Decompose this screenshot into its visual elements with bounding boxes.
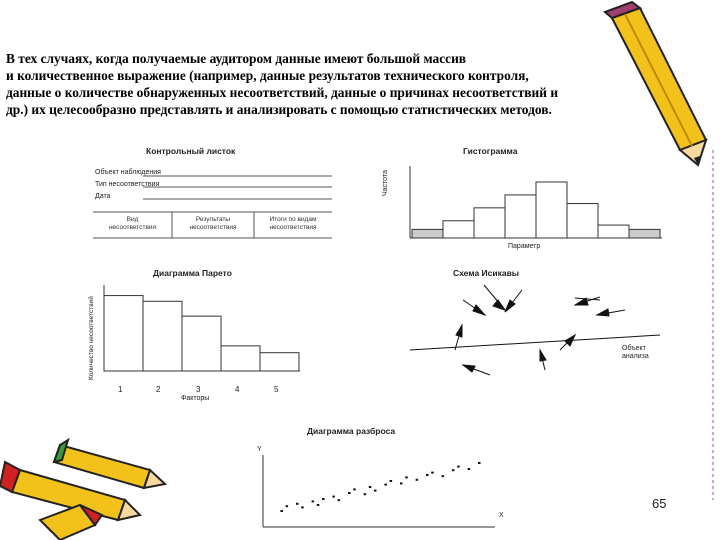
checklist-col-1-line-2: несоответствия bbox=[108, 224, 157, 231]
pareto-tick-4: 4 bbox=[235, 385, 240, 394]
scatter-point bbox=[442, 475, 445, 477]
checklist-row-3: Дата bbox=[95, 193, 111, 200]
checklist-row-1: Объект наблюдения bbox=[95, 169, 161, 176]
scatter-point bbox=[338, 499, 341, 501]
pareto-title: Диаграмма Парето bbox=[153, 268, 232, 278]
scatter-title: Диаграмма разброса bbox=[307, 426, 396, 436]
ishikawa-diagram bbox=[410, 285, 660, 375]
scatter-point bbox=[452, 469, 455, 471]
paragraph-line-1: В тех случаях, когда получаемые аудитором данные имеют большой массив bbox=[6, 51, 467, 66]
histogram-bar bbox=[474, 208, 505, 238]
scatter-point bbox=[296, 503, 299, 505]
scatter-point bbox=[322, 498, 325, 500]
page-number: 65 bbox=[652, 496, 667, 511]
checklist-col-3-line-2: несоответствия bbox=[269, 224, 317, 231]
pareto-bar bbox=[260, 353, 299, 371]
ishikawa-title: Схема Исикавы bbox=[453, 268, 520, 278]
scatter-point bbox=[353, 488, 356, 490]
scatter-point bbox=[478, 462, 481, 464]
scatter-point bbox=[390, 480, 393, 482]
paragraph-line-3: данные о количестве обнаруженных несоответствий, данные о причинах несоответствий и bbox=[6, 85, 559, 100]
paragraph-line-2: и количественное выражение (например, данные результатов технического контроля, bbox=[6, 68, 529, 83]
scatter-point bbox=[431, 472, 434, 474]
checklist-col-2-line-1: Результаты bbox=[195, 216, 231, 223]
checklist-col-3 bbox=[254, 216, 332, 232]
scatter-point bbox=[426, 474, 429, 476]
scatter-point bbox=[384, 484, 387, 486]
scatter-point bbox=[405, 476, 408, 478]
pareto-bar bbox=[182, 316, 221, 371]
scatter-point bbox=[468, 468, 471, 470]
scatter-point bbox=[364, 493, 367, 495]
histogram-title: Гистограмма bbox=[463, 146, 518, 156]
histogram-bar bbox=[536, 182, 567, 238]
histogram-bar bbox=[629, 229, 660, 238]
pareto-bar bbox=[221, 346, 260, 371]
ishikawa-object-line-2: анализа bbox=[622, 353, 649, 360]
ishikawa-object-line-1: Объект bbox=[622, 345, 646, 352]
scatter-point bbox=[374, 490, 377, 492]
pareto-xlabel: Факторы bbox=[181, 395, 210, 402]
scatter-axes bbox=[263, 455, 495, 527]
histogram-ylabel: Частота bbox=[382, 170, 389, 196]
checklist-row-2: Тип несоответствия bbox=[95, 181, 160, 188]
pareto-tick-2: 2 bbox=[156, 385, 161, 394]
pareto-tick-1: 1 bbox=[118, 385, 123, 394]
pareto-bars bbox=[104, 296, 299, 371]
intro-paragraph bbox=[6, 50, 666, 118]
scatter-point bbox=[369, 486, 372, 488]
checklist-col-1-line-1: Вид bbox=[126, 216, 139, 223]
pareto-tick-5: 5 bbox=[274, 385, 279, 394]
pareto-bar bbox=[143, 301, 182, 371]
histogram-bar bbox=[598, 225, 629, 238]
scatter-point bbox=[400, 482, 403, 484]
checklist-col-1 bbox=[93, 216, 172, 232]
ishikawa-object-label bbox=[622, 345, 649, 361]
checklist-col-3-line-1: Итоги по видам bbox=[269, 216, 317, 223]
scatter-point bbox=[280, 510, 283, 512]
histogram-bar bbox=[505, 195, 536, 238]
scatter-ylabel: Y bbox=[257, 446, 262, 453]
scatter-xlabel: X bbox=[499, 512, 504, 519]
scatter-point bbox=[348, 492, 351, 494]
scatter-point bbox=[301, 506, 304, 508]
pencil-icon-bottom bbox=[0, 440, 165, 540]
scatter-point bbox=[332, 496, 335, 498]
histogram-bars bbox=[412, 182, 660, 238]
checklist-col-2-line-2: несоответствия bbox=[189, 224, 237, 231]
histogram-bar bbox=[567, 204, 598, 238]
scatter-point bbox=[416, 479, 419, 481]
scatter-point bbox=[317, 504, 320, 506]
checklist-col-2 bbox=[172, 216, 254, 232]
pareto-bar bbox=[104, 296, 143, 371]
histogram-bar bbox=[412, 229, 443, 238]
checklist-title: Контрольный листок bbox=[146, 146, 236, 156]
pareto-tick-3: 3 bbox=[196, 385, 201, 394]
histogram-xlabel: Параметр bbox=[508, 243, 541, 250]
pareto-ylabel: Количество несоответствий bbox=[88, 296, 95, 380]
scatter-point bbox=[286, 505, 289, 507]
scatter-point bbox=[312, 500, 315, 502]
scatter-point bbox=[457, 466, 460, 468]
scatter-points bbox=[280, 462, 480, 512]
histogram-bar bbox=[443, 221, 474, 238]
paragraph-line-4: др.) их целесообразно представлять и анализировать с помощью статистических методов. bbox=[6, 102, 552, 117]
